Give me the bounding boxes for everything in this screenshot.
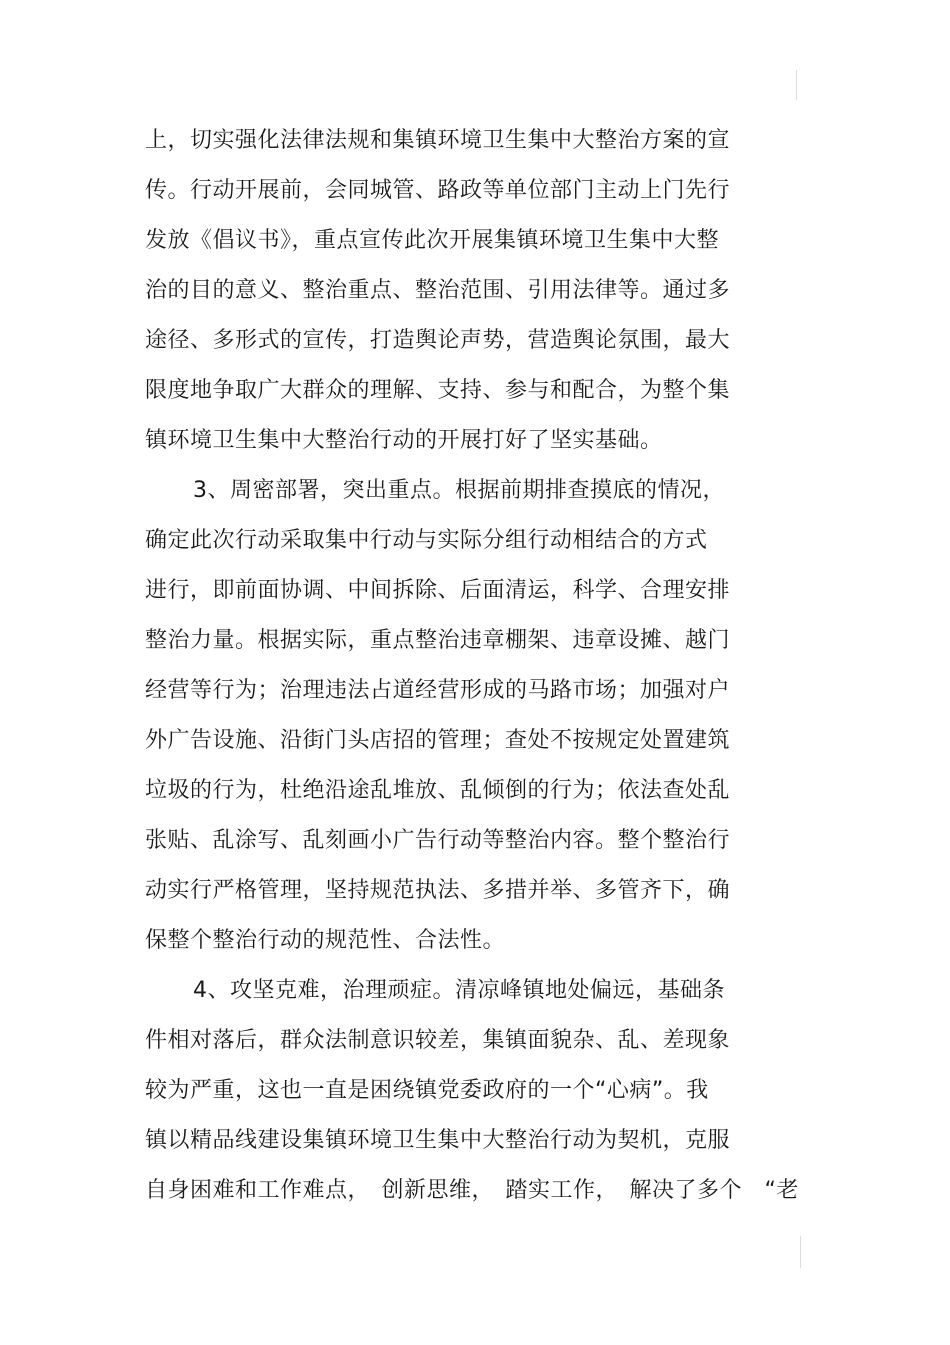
text-line-17: 保整个整治行动的规范性、合法性。 — [145, 928, 506, 953]
text-line-12: 经营等行为；治理违法占道经营形成的马路市场；加强对户 — [145, 678, 731, 703]
text-line-14: 垃圾的行为，杜绝沿途乱堆放、乱倾倒的行为；依法查处乱 — [145, 778, 731, 803]
text-line-13: 外广告设施、沿街门头店招的管理；查处不按规定处置建筑 — [145, 728, 731, 753]
text-line-18: 4、攻坚克难，治理顽症。清凉峰镇地处偏远，基础条 — [193, 978, 725, 1003]
text-line-8: 3、周密部署，突出重点。根据前期排查摸底的情况， — [193, 478, 725, 503]
text-line-4: 治的目的意义、整治重点、整治范围、引用法律等。通过多 — [145, 278, 731, 303]
text-line-9: 确定此次行动采取集中行动与实际分组行动相结合的方式 — [145, 528, 708, 553]
text-line-20: 较为严重，这也一直是困绕镇党委政府的一个“心病”。我 — [145, 1078, 709, 1103]
text-line-5: 途径、多形式的宣传，打造舆论声势，营造舆论氛围，最大 — [145, 328, 731, 353]
text-line-3: 发放《倡议书》，重点宣传此次开展集镇环境卫生集中大整 — [145, 228, 720, 253]
text-line-2: 传。行动开展前，会同城管、路政等单位部门主动上门先行 — [145, 178, 731, 203]
margin-mark-bottom — [800, 1236, 801, 1268]
text-line-1: 上，切实强化法律法规和集镇环境卫生集中大整治方案的宣 — [145, 128, 731, 153]
text-line-11: 整治力量。根据实际，重点整治违章棚架、违章设摊、越门 — [145, 628, 731, 653]
text-line-22: 自身困难和工作难点， 创新思维， 踏实工作， 解决了多个 “老 — [145, 1178, 799, 1203]
text-line-15: 张贴、乱涂写、乱刻画小广告行动等整治内容。整个整治行 — [145, 828, 731, 853]
text-line-21: 镇以精品线建设集镇环境卫生集中大整治行动为契机，克服 — [145, 1128, 731, 1153]
margin-mark-top — [796, 70, 797, 100]
text-line-19: 件相对落后，群众法制意识较差，集镇面貌杂、乱、差现象 — [145, 1028, 731, 1053]
text-line-10: 进行，即前面协调、中间拆除、后面清运，科学、合理安排 — [145, 578, 731, 603]
text-line-7: 镇环境卫生集中大整治行动的开展打好了坚实基础。 — [145, 428, 663, 453]
text-line-6: 限度地争取广大群众的理解、支持、参与和配合，为整个集 — [145, 378, 731, 403]
text-line-16: 动实行严格管理，坚持规范执法、多措并举、多管齐下，确 — [145, 878, 731, 903]
